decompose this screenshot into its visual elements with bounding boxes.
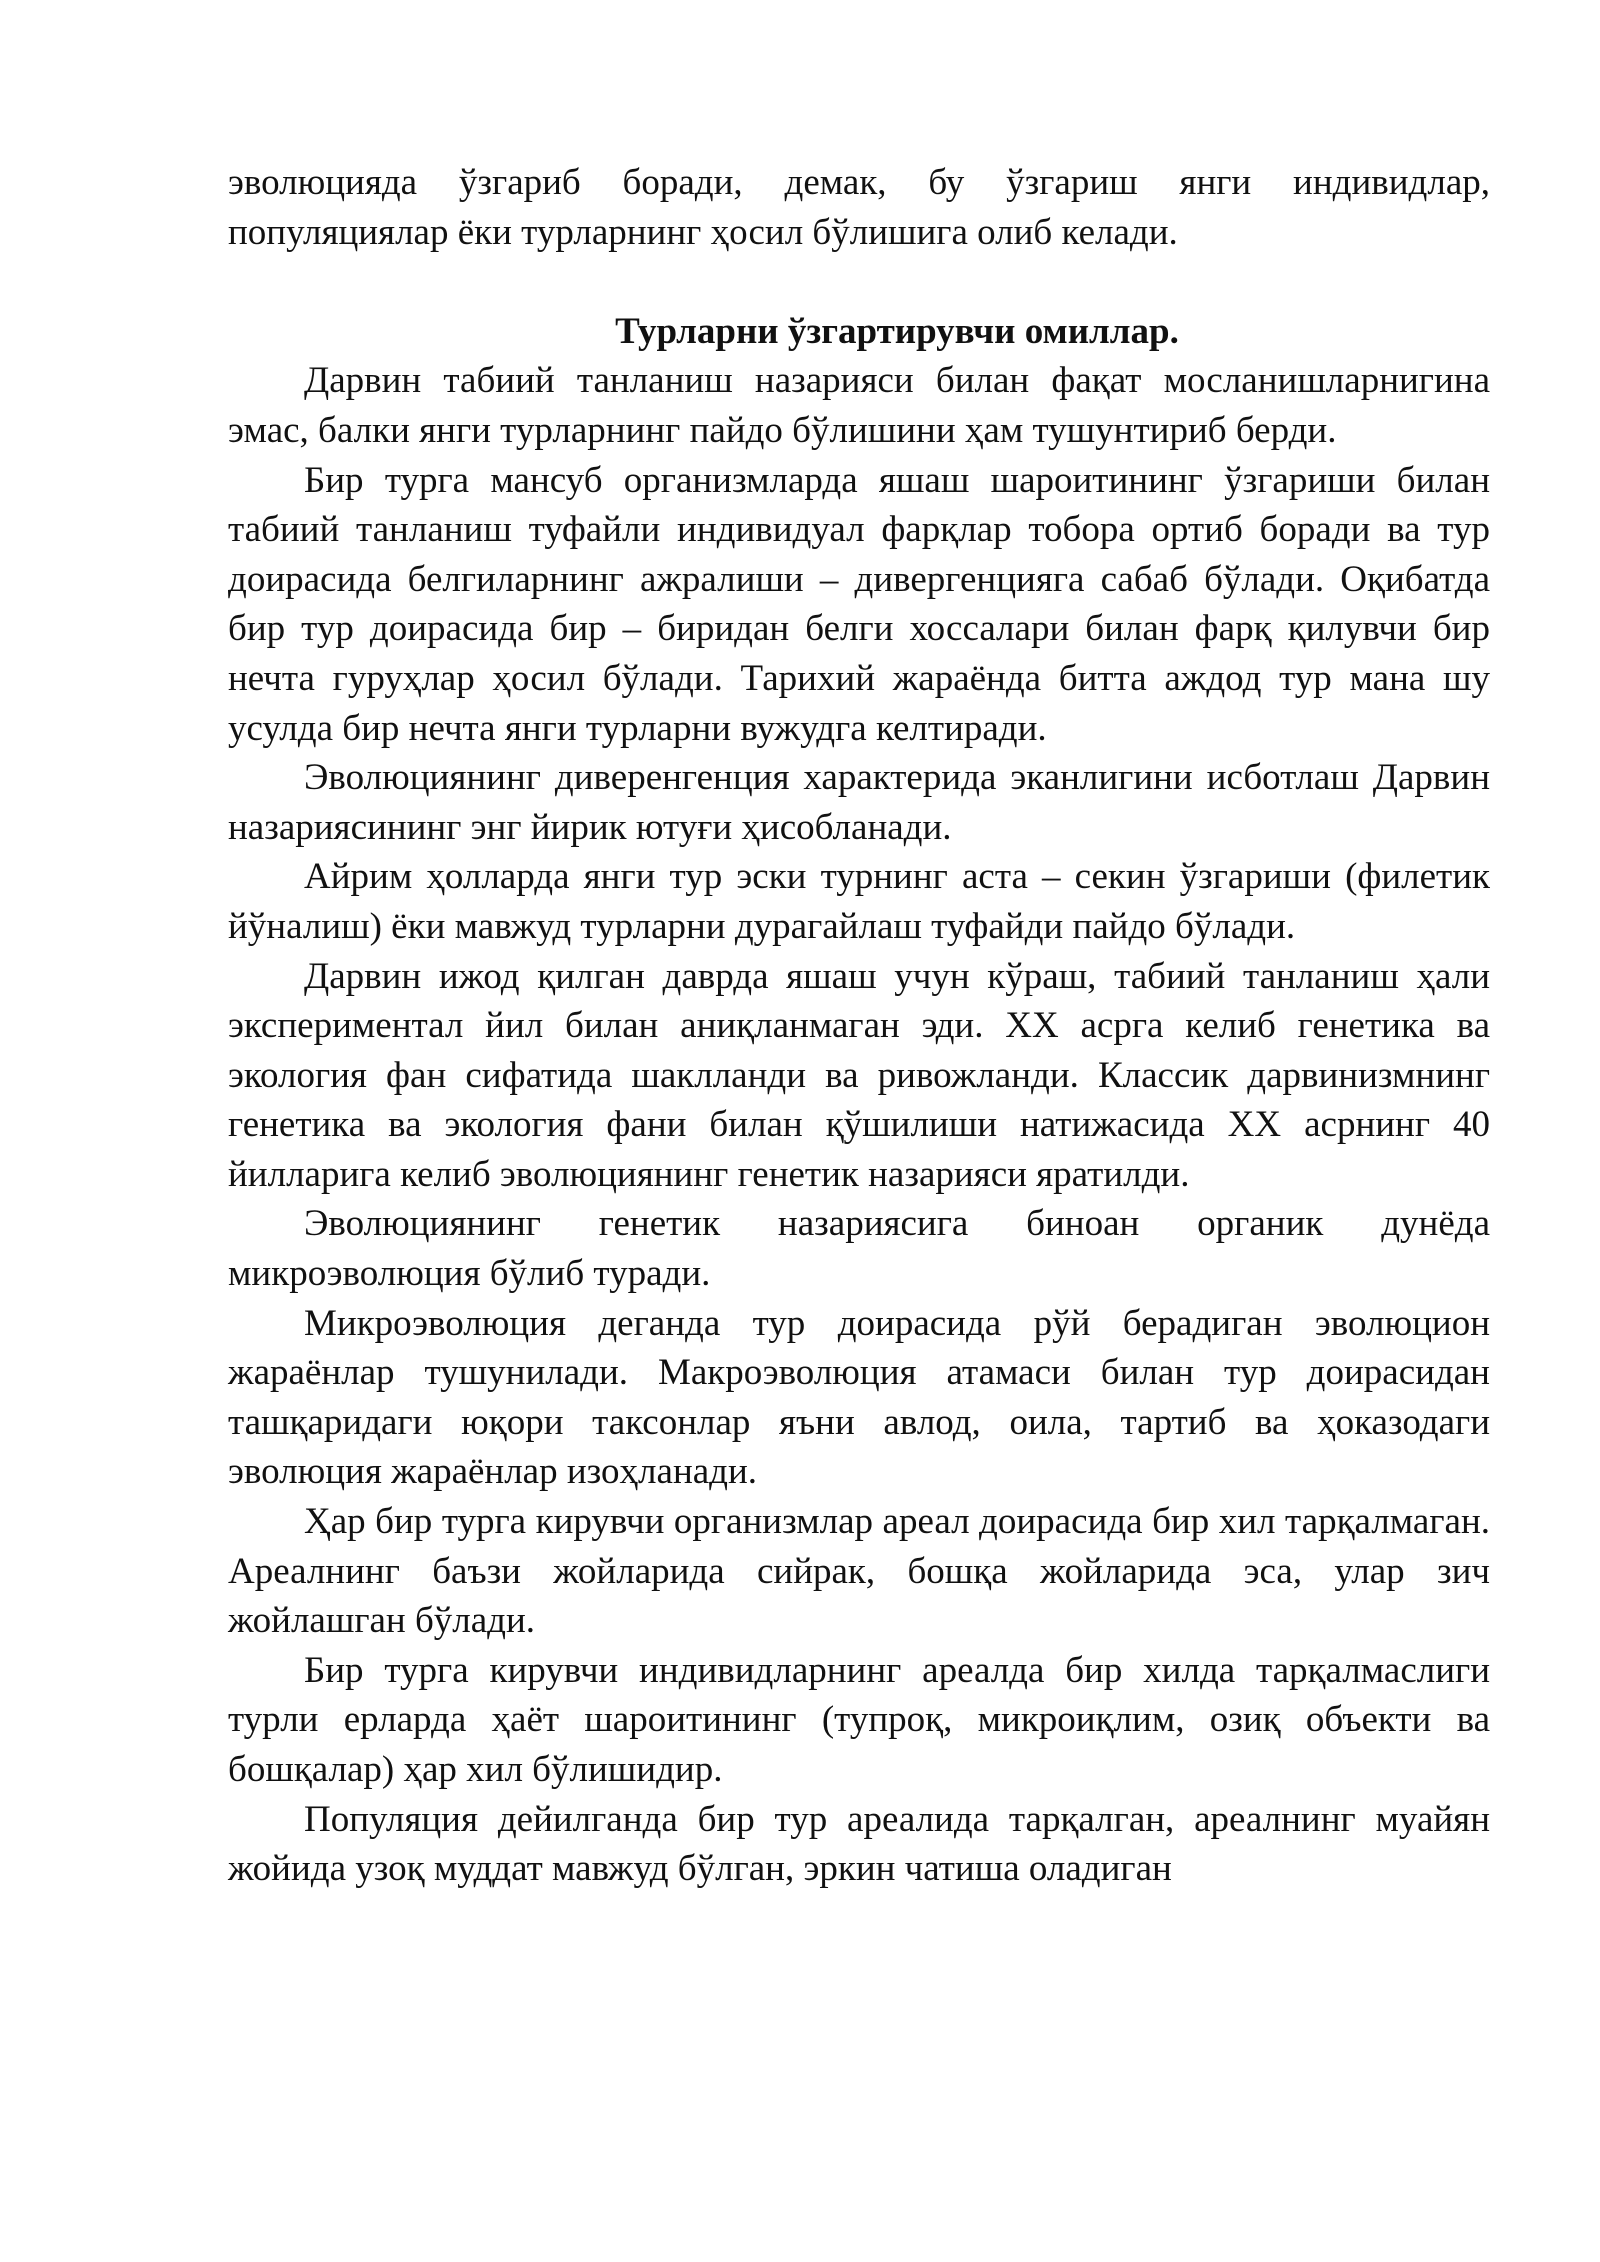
blank-line xyxy=(228,257,1490,307)
body-paragraph: Бир турга мансуб организмларда яшаш шароитининг ўзгариши билан табиий танланиш туфайли индивидуал фарқлар тобора ортиб боради ва тур доирасида белгиларнинг ажралиши – дивергенцияга сабаб бўлади. Оқибатда бир тур доирасида бир – биридан белги хоссалари билан фарқ қилувчи бир нечта гуруҳлар ҳосил бўлади. Тарихий жараёнда битта аждод тур мана шу усулда бир нечта янги турларни вужудга келтиради. xyxy=(228,459,1490,749)
section-heading: Турларни ўзгартирувчи омиллар. xyxy=(615,310,1179,352)
body-paragraph: Айрим ҳолларда янги тур эски турнинг аста – секин ўзгариши (филетик йўналиш) ёки мавжуд турларни дурагайлаш туфайди пайдо бўлади. xyxy=(228,856,1490,947)
body-paragraph: Эволюциянинг диверенгенция характерида эканлигини исботлаш Дарвин назариясининг энг йирик ютуғи ҳисобланади. xyxy=(228,757,1490,848)
body-paragraph: Бир турга кирувчи индивидларнинг ареалда бир хилда тарқалмаслиги турли ерларда ҳаёт шароитининг (тупроқ, микроиқлим, озиқ объекти ва бошқалар) ҳар хил бўлишидир. xyxy=(228,1649,1490,1790)
document-page xyxy=(228,158,1490,1894)
body-paragraph: Дарвин ижод қилган даврда яшаш учун кўраш, табиий танланиш ҳали экспериментал йил билан аниқланмаган эди. XX асрга келиб генетика ва экология фан сифатида шаклланди ва ривожланди. Классик дарвинизмнинг генетика ва экология фани билан қўшилиши натижасида XX асрнинг 40 йилларига келиб эволюциянинг генетик назарияси яратилди. xyxy=(228,955,1490,1195)
body-paragraph: Популяция дейилганда бир тур ареалида тарқалган, ареалнинг муайян жойида узоқ муддат мавжуд бўлган, эркин чатиша оладиган xyxy=(228,1798,1490,1890)
body-paragraph: Эволюциянинг генетик назариясига биноан органик дунёда микроэволюция бўлиб туради. xyxy=(228,1203,1490,1295)
body-paragraph: Микроэволюция деганда тур доирасида рўй берадиган эволюцион жараёнлар тушунилади. Макроэволюция атамаси билан тур доирасидан ташқаридаги юқори таксонлар яъни авлод, оила, тартиб ва ҳоказодаги эволюция жараёнлар изоҳланади. xyxy=(228,1302,1490,1493)
continuation-paragraph: эволюцияда ўзгариб боради, демак, бу ўзгариш янги индивидлар, популяциялар ёки турларнинг ҳосил бўлишига олиб келади. xyxy=(228,162,1490,253)
body-paragraph: Дарвин табиий танланиш назарияси билан фақат мосланишларнигина эмас, балки янги турларнинг пайдо бўлишини ҳам тушунтириб берди. xyxy=(228,360,1490,451)
body-paragraph: Ҳар бир турга кирувчи организмлар ареал доирасида бир хил тарқалмаган. Ареалнинг баъзи жойларида сийрак, бошқа жойларида эса, улар зич жойлашган бўлади. xyxy=(228,1501,1490,1642)
